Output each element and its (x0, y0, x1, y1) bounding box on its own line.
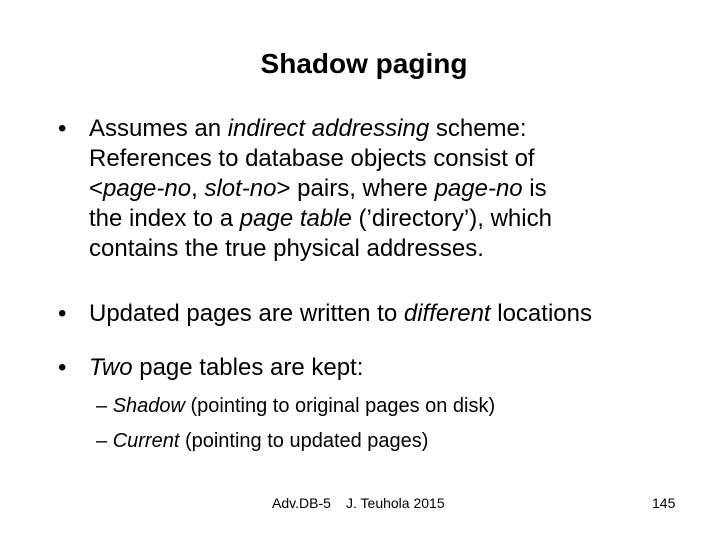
plain-text: scheme: (429, 115, 527, 142)
text-line (89, 174, 552, 204)
subbullet-text (113, 430, 429, 452)
subbullet-marker: – (96, 395, 108, 417)
plain-text: (’directory’), which (351, 205, 552, 232)
emphasis-text: Current (112, 430, 180, 452)
plain-text: page tables are kept: (132, 354, 364, 381)
text-line (89, 114, 552, 144)
text-line (89, 234, 552, 264)
footer-author: J. Teuhola 2015 (346, 495, 445, 511)
subbullet-current (96, 428, 428, 454)
subbullet-shadow (96, 393, 495, 419)
emphasis-text: different (403, 300, 491, 327)
emphasis-text: Shadow (112, 395, 185, 417)
text-line (89, 353, 363, 383)
text-line (89, 204, 552, 234)
bullet-text (89, 299, 592, 329)
plain-text: contains the true physical addresses. (89, 235, 484, 262)
footer-page-number: 145 (652, 495, 676, 511)
plain-text: , (191, 175, 205, 202)
emphasis-text: page table (239, 205, 352, 232)
plain-text: (pointing to updated pages) (179, 430, 429, 452)
bullet-text (89, 114, 552, 264)
footer-course: Adv.DB-5 (272, 495, 331, 511)
slide-title: Shadow paging (260, 48, 468, 79)
bullet-text (89, 353, 363, 383)
text-line (89, 144, 552, 174)
subbullet-text (113, 395, 495, 417)
plain-text: > pairs, where (276, 175, 435, 202)
emphasis-text: slot-no (204, 175, 277, 202)
bullet-marker: • (58, 354, 67, 381)
plain-text: (pointing to original pages on disk) (184, 395, 496, 417)
plain-text: the index to a (89, 205, 240, 232)
plain-text: References to database objects consist of (89, 145, 535, 172)
plain-text: is (522, 175, 547, 202)
bullet-marker: • (58, 115, 67, 142)
emphasis-text: Two (89, 354, 133, 381)
plain-text: Assumes an (89, 115, 228, 142)
plain-text: Updated pages are written to (89, 300, 404, 327)
subbullet-marker: – (96, 430, 108, 452)
plain-text: < (89, 175, 104, 202)
text-line (89, 299, 592, 329)
emphasis-text: page-no (103, 175, 192, 202)
plain-text: locations (490, 300, 592, 327)
emphasis-text: page-no (434, 175, 523, 202)
emphasis-text: indirect addressing (227, 115, 430, 142)
bullet-marker: • (58, 300, 67, 327)
